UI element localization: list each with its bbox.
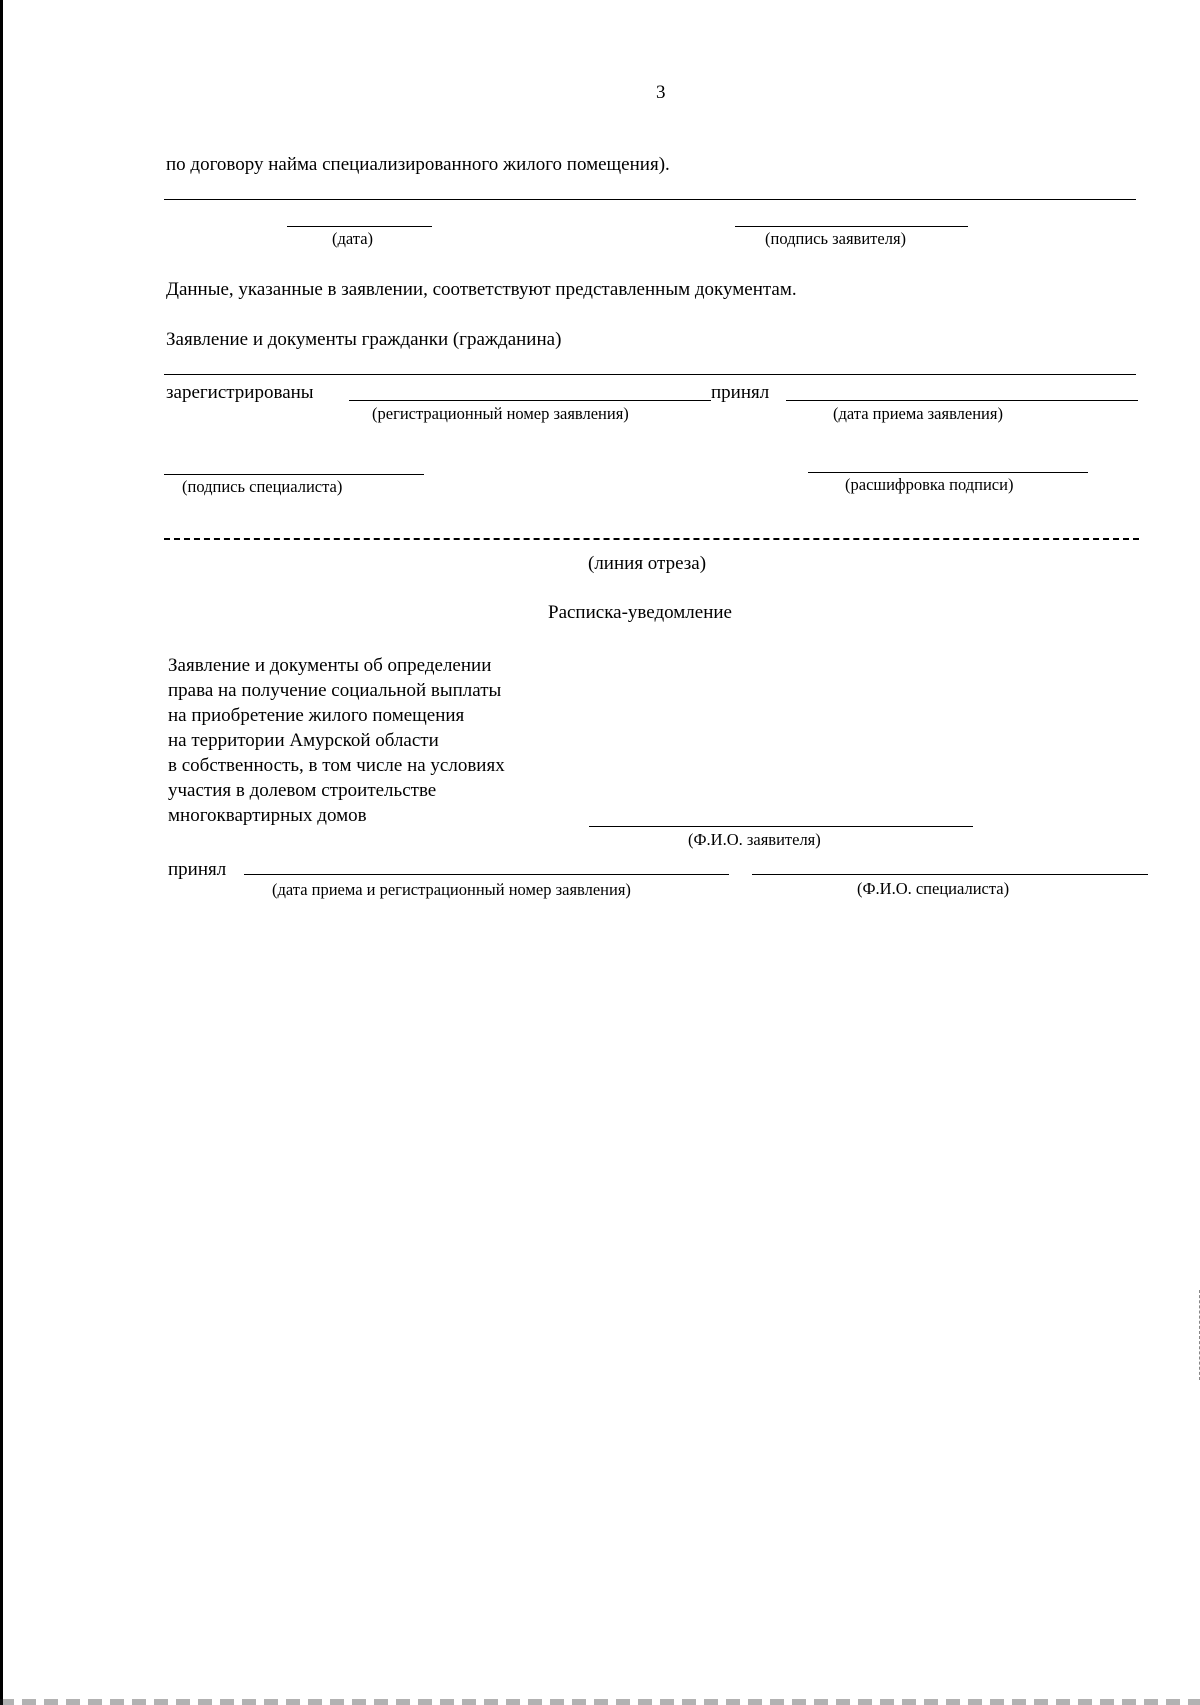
- registration-number-line: [349, 400, 711, 401]
- date-caption: (дата): [332, 229, 374, 248]
- applicant-name-caption: (Ф.И.О. заявителя): [688, 830, 821, 849]
- specialist-signature-caption: (подпись специалиста): [182, 477, 343, 496]
- applicant-signature-caption: (подпись заявителя): [765, 229, 907, 248]
- accept-date-caption: (дата приема заявления): [833, 404, 1003, 423]
- specialist-name-line: [752, 874, 1148, 875]
- page-number: 3: [656, 82, 666, 103]
- receipt-text-line: участия в долевом строительстве: [168, 780, 437, 801]
- reg-number-caption: (регистрационный номер заявления): [372, 404, 629, 423]
- documents-of-citizen: Заявление и документы гражданки (гражданина): [166, 329, 562, 350]
- cut-line-caption: (линия отреза): [588, 553, 707, 574]
- receipt-text-line: многоквартирных домов: [168, 805, 367, 826]
- date-and-number-caption: (дата приема и регистрационный номер заявления): [272, 880, 631, 899]
- applicant-name-line: [589, 826, 973, 827]
- scan-left-edge: [0, 0, 3, 1705]
- date-line: [287, 226, 432, 227]
- citizen-name-line: [164, 374, 1136, 375]
- receipt-accepted-label: принял: [168, 859, 227, 880]
- signature-decoding-line: [808, 472, 1088, 473]
- receipt-date-number-line: [244, 874, 729, 875]
- signature-decoding-caption: (расшифровка подписи): [845, 475, 1014, 494]
- applicant-signature-line: [735, 226, 968, 227]
- specialist-name-caption: (Ф.И.О. специалиста): [857, 879, 1010, 898]
- registered-label: зарегистрированы: [166, 382, 314, 403]
- receipt-text-line: на территории Амурской области: [168, 730, 439, 751]
- accepted-label: принял: [711, 382, 770, 403]
- specialist-signature-line: [164, 474, 424, 475]
- intro-line: по договору найма специализированного жилого помещения).: [166, 154, 670, 175]
- receipt-title: Расписка-уведомление: [548, 602, 732, 623]
- receipt-text-line: Заявление и документы об определении: [168, 655, 492, 676]
- receipt-text-line: права на получение социальной выплаты: [168, 680, 502, 701]
- accept-date-line: [786, 400, 1138, 401]
- receipt-text-line: на приобретение жилого помещения: [168, 705, 465, 726]
- data-match-statement: Данные, указанные в заявлении, соответствуют представленным документам.: [166, 279, 797, 300]
- cut-line: [164, 538, 1139, 540]
- receipt-text-line: в собственность, в том числе на условиях: [168, 755, 505, 776]
- receipt-text: [168, 653, 505, 828]
- scan-bottom-edge: [0, 1699, 1200, 1705]
- applicant-full-line: [164, 199, 1136, 200]
